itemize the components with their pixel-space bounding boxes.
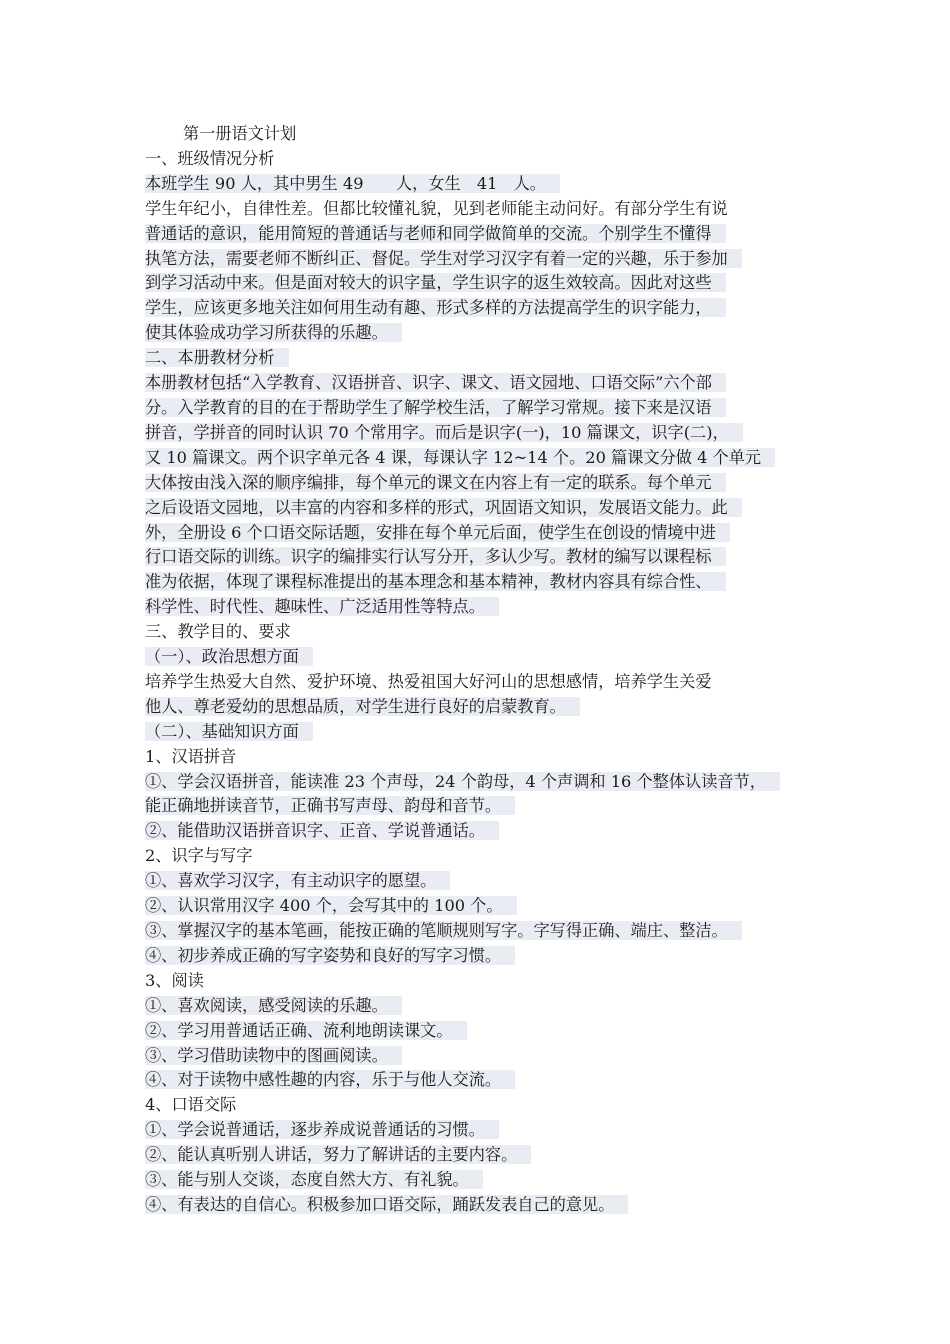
line-text: 拼音，学拼音的同时认识 70 个常用字。而后是识字(一)，10 篇课文，识字(二)， [145, 423, 743, 442]
text-line [145, 446, 835, 471]
text-line [145, 994, 835, 1019]
text-line [145, 271, 835, 296]
line-text: 大体按由浅入深的顺序编排，每个单元的课文在内容上有一定的联系。每个单元 [145, 473, 726, 492]
line-text: 2、识字与写字 [145, 846, 253, 866]
line-text: 能正确地拼读音节，正确书写声母、韵母和音节。 [145, 796, 515, 815]
document-title [145, 122, 835, 147]
line-text: ②、能借助汉语拼音识字、正音、学说普通话。 [145, 821, 499, 840]
line-text: （二）、基础知识方面 [145, 722, 313, 741]
text-line [145, 197, 835, 222]
line-text: ④、有表达的自信心。积极参加口语交际，踊跃发表自己的意见。 [145, 1195, 628, 1214]
line-text: ②、能认真听别人讲话，努力了解讲话的主要内容。 [145, 1145, 531, 1164]
text-line [145, 346, 835, 371]
line-text: ②、认识常用汉字 400 个，会写其中的 100 个。 [145, 896, 517, 915]
line-text: 普通话的意识，能用简短的普通话与老师和同学做简单的交流。个别学生不懂得 [145, 224, 726, 243]
text-line [145, 321, 835, 346]
text-line [145, 1143, 835, 1168]
line-text: ③、学习借助读物中的图画阅读。 [145, 1046, 402, 1065]
line-text: 三、教学目的、要求 [145, 622, 291, 642]
text-line [145, 371, 835, 396]
line-text: ④、初步养成正确的写字姿势和良好的写字习惯。 [145, 946, 515, 965]
line-text: ②、学习用普通话正确、流利地朗读课文。 [145, 1021, 467, 1040]
text-line [145, 496, 835, 521]
text-line [145, 745, 835, 770]
line-text: 使其体验成功学习所获得的乐趣。 [145, 323, 402, 342]
line-text: ④、对于读物中感性趣的内容，乐于与他人交流。 [145, 1070, 515, 1089]
line-text: ③、掌握汉字的基本笔画，能按正确的笔顺规则写字。字写得正确、端庄、整洁。 [145, 921, 742, 940]
line-text: 行口语交际的训练。识字的编排实行认写分开，多认少写。教材的编写以课程标 [145, 547, 726, 566]
text-line [145, 919, 835, 944]
line-text: 二、本册教材分析 [145, 348, 289, 367]
text-line [145, 1193, 835, 1218]
line-text: 他人、尊老爱幼的思想品质，对学生进行良好的启蒙教育。 [145, 697, 580, 716]
line-text: 分。入学教育的目的在于帮助学生了解学校生活，了解学习常规。接下来是汉语 [145, 398, 726, 417]
line-text: 3、阅读 [145, 970, 204, 990]
text-line [145, 1019, 835, 1044]
line-text: 外，全册设 6 个口语交际话题，安排在每个单元后面，使学生在创设的情境中进 [145, 523, 730, 542]
text-line [145, 595, 835, 620]
text-line [145, 869, 835, 894]
text-line [145, 1068, 835, 1093]
line-text: 本册教材包括“入学教育、汉语拼音、识字、课文、语文园地、口语交际”六个部 [145, 373, 726, 392]
text-line [145, 1093, 835, 1118]
line-text: （一）、政治思想方面 [145, 647, 313, 666]
line-text: ③、能与别人交谈，态度自然大方、有礼貌。 [145, 1170, 483, 1189]
line-text: 执笔方法，需要老师不断纠正、督促。学生对学习汉字有着一定的兴趣，乐于参加 [145, 249, 742, 268]
text-line [145, 421, 835, 446]
text-line [145, 944, 835, 969]
text-line [145, 396, 835, 421]
text-line [145, 296, 835, 321]
text-line [145, 471, 835, 496]
text-line [145, 172, 835, 197]
text-line [145, 1168, 835, 1193]
text-line [145, 844, 835, 869]
document-body [145, 122, 835, 1218]
line-text: 培养学生热爱大自然、爱护环境、热爱祖国大好河山的思想感情，培养学生关爱 [145, 671, 712, 691]
text-line [145, 1118, 835, 1143]
text-line [145, 570, 835, 595]
line-text: 学生年纪小，自律性差。但都比较懂礼貌，见到老师能主动问好。有部分学生有说 [145, 198, 728, 218]
line-text: ①、学会说普通话，逐步养成说普通话的习惯。 [145, 1120, 499, 1139]
text-line [145, 794, 835, 819]
line-text: 学生，应该更多地关注如何用生动有趣、形式多样的方法提高学生的识字能力， [145, 298, 726, 317]
line-text: 1、汉语拼音 [145, 746, 237, 766]
text-line [145, 770, 835, 795]
line-text: ①、学会汉语拼音，能读准 23 个声母，24 个韵母，4 个声调和 16 个整体认读音节， [145, 772, 780, 791]
line-text: 科学性、时代性、趣味性、广泛适用性等特点。 [145, 597, 499, 616]
text-line [145, 695, 835, 720]
line-text: ①、喜欢阅读，感受阅读的乐趣。 [145, 996, 402, 1015]
line-text: 准为依据，体现了课程标准提出的基本理念和基本精神，教材内容具有综合性、 [145, 572, 726, 591]
text-line [145, 620, 835, 645]
text-line [145, 969, 835, 994]
line-text: 第一册语文计划 [183, 124, 297, 143]
line-text: 又 10 篇课文。两个识字单元各 4 课，每课认字 12~14 个。20 篇课文分做 4 个单元 [145, 448, 775, 467]
line-text: 之后设语文园地，以丰富的内容和多样的形式，巩固语文知识，发展语文能力。此 [145, 498, 742, 517]
line-text: ①、喜欢学习汉字，有主动识字的愿望。 [145, 871, 450, 890]
line-text: 4、口语交际 [145, 1095, 237, 1115]
text-line [145, 247, 835, 272]
text-line [145, 222, 835, 247]
line-text: 一、班级情况分析 [145, 148, 275, 168]
text-line [145, 1044, 835, 1069]
text-line [145, 670, 835, 695]
line-text: 到学习活动中来。但是面对较大的识字量，学生识字的返生效较高。因此对这些 [145, 273, 726, 292]
text-line [145, 645, 835, 670]
text-line [145, 720, 835, 745]
line-text: 本班学生 90 人，其中男生 49 人，女生 41 人。 [145, 174, 560, 193]
text-line [145, 894, 835, 919]
text-line [145, 147, 835, 172]
text-line [145, 521, 835, 546]
text-line [145, 819, 835, 844]
text-line [145, 545, 835, 570]
